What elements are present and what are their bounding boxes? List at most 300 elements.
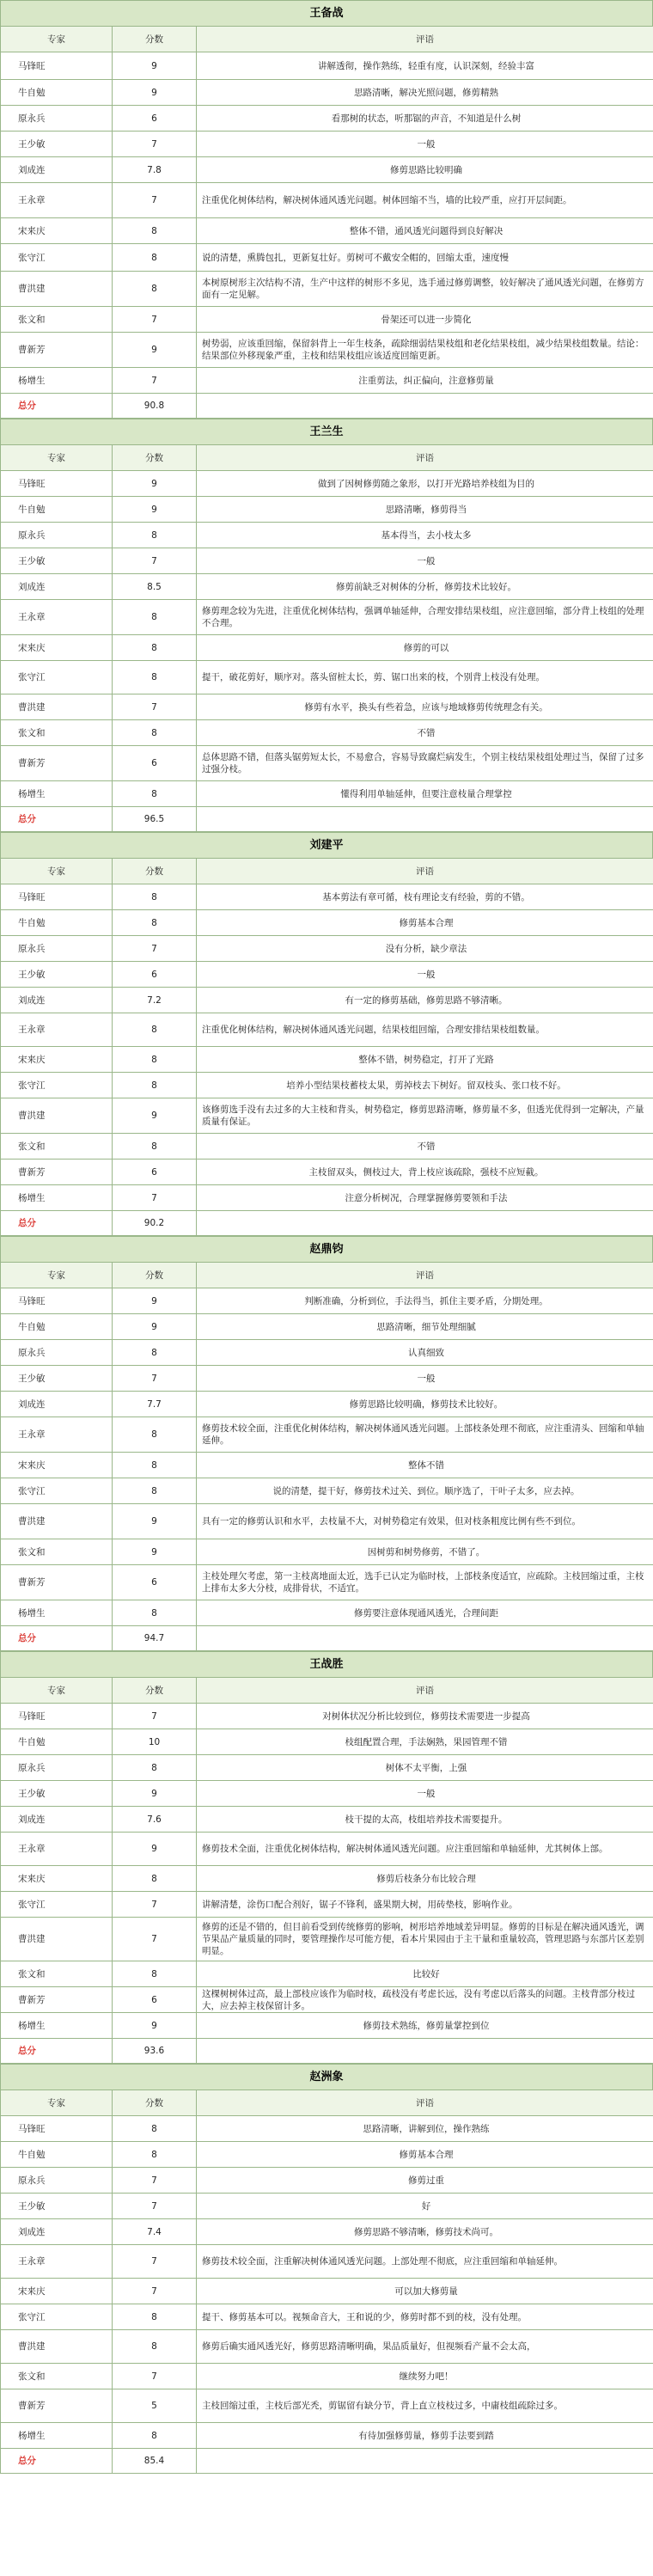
comment-text: 主枝留双头，侧枝过大，背上枝应该疏除，强枝不应短截。 (197, 1160, 653, 1185)
total-score: 94.7 (113, 1626, 197, 1651)
contestant-section (0, 1236, 653, 1651)
score-value: 6 (113, 1987, 197, 2013)
table-row (1, 1073, 653, 1098)
table-row (1, 2142, 653, 2168)
score-value: 8 (113, 910, 197, 936)
table-row (1, 2389, 653, 2423)
total-label: 总分 (1, 2449, 113, 2474)
table-row (1, 1340, 653, 1366)
expert-name: 原永兵 (1, 1755, 113, 1781)
score-value: 8 (113, 2304, 197, 2330)
table-row (1, 1866, 653, 1892)
expert-name: 曹洪建 (1, 1918, 113, 1961)
expert-name: 刘成连 (1, 1807, 113, 1833)
score-value: 8 (113, 272, 197, 307)
score-value: 7 (113, 2279, 197, 2304)
score-value: 6 (113, 1160, 197, 1185)
comment-text: 修剪后枝条分布比较合理 (197, 1866, 653, 1892)
score-value: 9 (113, 52, 197, 80)
comment-text: 基本剪法有章可循，枝有理论支有经验，剪的不错。 (197, 884, 653, 910)
expert-name: 王永章 (1, 600, 113, 635)
comment-text: 判断准确，分析到位，手法得当，抓住主要矛盾，分期处理。 (197, 1288, 653, 1314)
score-value: 8 (113, 244, 197, 272)
comment-text: 说的清楚，熏腾包扎，更新复壮好。剪树可不戴安全帽的，回缩太重，速度慢 (197, 244, 653, 272)
score-value: 7.8 (113, 157, 197, 183)
table-row (1, 548, 653, 574)
total-row (1, 2449, 653, 2474)
header-row (1, 27, 653, 52)
score-table (0, 1677, 653, 2064)
column-header-comment: 评语 (197, 1263, 653, 1288)
score-value: 7.7 (113, 1392, 197, 1417)
table-row (1, 1185, 653, 1211)
score-value: 8 (113, 884, 197, 910)
comment-text: 基本得当，去小枝太多 (197, 523, 653, 548)
expert-name: 王永章 (1, 1013, 113, 1047)
score-value: 9 (113, 1539, 197, 1565)
table-row (1, 2194, 653, 2219)
score-value: 8 (113, 523, 197, 548)
expert-name: 牛自勉 (1, 1729, 113, 1755)
comment-text: 整体不错，树势稳定，打开了光路 (197, 1047, 653, 1073)
table-row (1, 574, 653, 600)
table-row (1, 106, 653, 132)
score-value: 7 (113, 1892, 197, 1918)
expert-name: 宋来庆 (1, 1453, 113, 1478)
total-score: 85.4 (113, 2449, 197, 2474)
expert-name: 曹新芳 (1, 1160, 113, 1185)
table-row (1, 1417, 653, 1453)
comment-text: 修剪的可以 (197, 635, 653, 661)
score-value: 7.6 (113, 1807, 197, 1833)
score-value: 9 (113, 80, 197, 106)
table-row (1, 1755, 653, 1781)
score-value: 9 (113, 1833, 197, 1866)
expert-name: 曹新芳 (1, 1565, 113, 1600)
comment-text: 主枝处理欠考虑，第一主枝离地面太近，选手已认定为临时枝，上部枝条度适宜，应疏除。主枝回缩过重，主枝上排布太多大分枝，成排骨状，不适宜。 (197, 1565, 653, 1600)
score-value: 7 (113, 1366, 197, 1392)
expert-name: 张文和 (1, 1961, 113, 1987)
table-row (1, 1504, 653, 1539)
table-row (1, 2330, 653, 2364)
table-row (1, 333, 653, 368)
expert-name: 王永章 (1, 1833, 113, 1866)
table-row (1, 1539, 653, 1565)
column-header-comment: 评语 (197, 2090, 653, 2116)
table-row (1, 307, 653, 333)
comment-text: 整体不错，通风透光问题得到良好解决 (197, 218, 653, 244)
score-value: 5 (113, 2389, 197, 2423)
score-value: 8 (113, 2330, 197, 2364)
table-row (1, 600, 653, 635)
column-header-score: 分数 (113, 2090, 197, 2116)
header-row (1, 1263, 653, 1288)
comment-text: 讲解透彻，操作熟练，轻重有度，认识深刻，经验丰富 (197, 52, 653, 80)
score-value: 7 (113, 307, 197, 333)
score-value: 7 (113, 936, 197, 962)
expert-name: 牛自勉 (1, 497, 113, 523)
comment-text: 不错 (197, 1134, 653, 1160)
comment-text: 树体不太平衡，上强 (197, 1755, 653, 1781)
score-value: 8 (113, 720, 197, 746)
comment-text: 修剪技术较全面，注重解决树体通风透光问题。上部处理不彻底，应注重回缩和单轴延伸。 (197, 2245, 653, 2279)
comment-text: 有待加强修剪量，修剪手法要到踏 (197, 2423, 653, 2449)
table-row (1, 1892, 653, 1918)
table-row (1, 1478, 653, 1504)
expert-name: 曹洪建 (1, 694, 113, 720)
expert-name: 王少敏 (1, 962, 113, 988)
comment-text: 修剪技术全面，注重优化树体结构，解决树体通风透光问题。应注重回缩和单轴延伸，尤其树体上部。 (197, 1833, 653, 1866)
expert-name: 王少敏 (1, 132, 113, 157)
comment-text: 可以加大修剪量 (197, 2279, 653, 2304)
score-table (0, 26, 653, 419)
contestant-section (0, 0, 653, 419)
column-header-comment: 评语 (197, 1678, 653, 1704)
score-value: 8 (113, 1047, 197, 1073)
total-comment-blank (197, 1211, 653, 1236)
table-row (1, 218, 653, 244)
comment-text: 该修剪选手没有去过多的大主枝和背头，树势稳定，修剪思路清晰，修剪量不多，但透光优得到一定解决，产量质量有保证。 (197, 1098, 653, 1134)
comment-text: 修剪基本合理 (197, 910, 653, 936)
column-header-comment: 评语 (197, 445, 653, 471)
expert-name: 刘成连 (1, 574, 113, 600)
contestant-section (0, 832, 653, 1236)
table-row (1, 1729, 653, 1755)
total-score: 90.8 (113, 394, 197, 419)
total-label: 总分 (1, 2039, 113, 2064)
table-row (1, 1807, 653, 1833)
comment-text: 一般 (197, 1781, 653, 1807)
comment-text: 说的清楚，提干好，修剪技术过关、到位。顺序选了，干叶子太多，应去掉。 (197, 1478, 653, 1504)
column-header-expert: 专家 (1, 1263, 113, 1288)
expert-name: 牛自勉 (1, 2142, 113, 2168)
score-value: 7 (113, 183, 197, 218)
expert-name: 曹新芳 (1, 333, 113, 368)
table-row (1, 80, 653, 106)
comment-text: 思路清晰，细节处理细腻 (197, 1314, 653, 1340)
table-row (1, 183, 653, 218)
expert-name: 马锋旺 (1, 52, 113, 80)
expert-name: 曹洪建 (1, 272, 113, 307)
comment-text: 不错 (197, 720, 653, 746)
comment-text: 思路清晰，解决光照问题，修剪精熟 (197, 80, 653, 106)
total-comment-blank (197, 394, 653, 419)
expert-name: 杨增生 (1, 781, 113, 807)
score-value: 8 (113, 661, 197, 694)
score-table (0, 444, 653, 832)
expert-name: 张文和 (1, 2364, 113, 2389)
comment-text: 这棵树树体过高，最上部枝应该作为临时枝，疏枝没有考虑长远，没有考虑以后落头的问题。主枝背部分枝过大，应去掉主枝保留计多。 (197, 1987, 653, 2013)
score-value: 8 (113, 1417, 197, 1453)
expert-name: 原永兵 (1, 936, 113, 962)
score-value: 8.5 (113, 574, 197, 600)
table-row (1, 272, 653, 307)
table-row (1, 746, 653, 781)
column-header-score: 分数 (113, 27, 197, 52)
table-row (1, 1160, 653, 1185)
score-value: 7.4 (113, 2219, 197, 2245)
expert-name: 张守江 (1, 1478, 113, 1504)
table-row (1, 1134, 653, 1160)
comment-text: 提干、修剪基本可以。视频命音大，王和说的少，修剪时都不到的枝，没有处理。 (197, 2304, 653, 2330)
score-value: 7 (113, 2245, 197, 2279)
score-value: 8 (113, 635, 197, 661)
header-row (1, 2090, 653, 2116)
comment-text: 对树体状况分析比较到位，修剪技术需要进一步提高 (197, 1704, 653, 1729)
comment-text: 修剪技术熟练，修剪量掌控到位 (197, 2013, 653, 2039)
table-row (1, 1781, 653, 1807)
comment-text: 修剪有水平，换头有些着急，应该与地域修剪传统理念有关。 (197, 694, 653, 720)
expert-name: 杨增生 (1, 1185, 113, 1211)
comment-text: 做到了因树修剪随之象形，以打开光路培养枝组为目的 (197, 471, 653, 497)
comment-text: 注重剪法，纠正偏向，注意修剪量 (197, 368, 653, 394)
comment-text: 懂得利用单轴延伸，但要注意枝量合理掌控 (197, 781, 653, 807)
score-value: 8 (113, 781, 197, 807)
score-value: 6 (113, 746, 197, 781)
score-value: 9 (113, 1314, 197, 1340)
score-value: 7 (113, 2364, 197, 2389)
score-value: 8 (113, 600, 197, 635)
expert-name: 牛自勉 (1, 910, 113, 936)
comment-text: 修剪的还是不错的，但目前看受到传统修剪的影响，树形培养地域差异明显。修剪的目标是在解决通风透光，调节果品产量质量的同时，要管理操作尽可能方便，看本片果园由于主干量和重量较高，管理思路与东部片区差别明显。 (197, 1918, 653, 1961)
score-value: 8 (113, 1340, 197, 1366)
score-value: 6 (113, 962, 197, 988)
score-value: 8 (113, 1478, 197, 1504)
expert-name: 张守江 (1, 1073, 113, 1098)
table-row (1, 1047, 653, 1073)
score-value: 10 (113, 1729, 197, 1755)
score-value: 9 (113, 1504, 197, 1539)
comment-text: 一般 (197, 132, 653, 157)
score-value: 9 (113, 1288, 197, 1314)
total-label: 总分 (1, 394, 113, 419)
table-row (1, 471, 653, 497)
column-header-expert: 专家 (1, 1678, 113, 1704)
table-row (1, 2304, 653, 2330)
expert-name: 张守江 (1, 244, 113, 272)
expert-name: 原永兵 (1, 106, 113, 132)
expert-name: 杨增生 (1, 368, 113, 394)
expert-name: 刘成连 (1, 1392, 113, 1417)
expert-name: 刘成连 (1, 2219, 113, 2245)
expert-name: 刘成连 (1, 157, 113, 183)
contestant-name: 王战胜 (0, 1651, 653, 1677)
table-row (1, 910, 653, 936)
expert-name: 原永兵 (1, 523, 113, 548)
score-value: 9 (113, 497, 197, 523)
column-header-score: 分数 (113, 1263, 197, 1288)
total-score: 93.6 (113, 2039, 197, 2064)
expert-name: 宋来庆 (1, 635, 113, 661)
expert-name: 张文和 (1, 1539, 113, 1565)
expert-name: 马锋旺 (1, 2116, 113, 2142)
table-row (1, 1453, 653, 1478)
comment-text: 修剪要注意体现通风透光，合理间距 (197, 1600, 653, 1626)
comment-text: 修剪理念较为先进，注重优化树体结构，强调单轴延伸，合理安排结果枝组，应注意回缩，部分背上枝组的处理不合理。 (197, 600, 653, 635)
table-row (1, 2219, 653, 2245)
table-row (1, 1366, 653, 1392)
table-row (1, 157, 653, 183)
expert-name: 王少敏 (1, 1781, 113, 1807)
header-row (1, 859, 653, 884)
comment-text: 修剪思路不够清晰，修剪技术尚可。 (197, 2219, 653, 2245)
total-row (1, 1626, 653, 1651)
expert-name: 牛自勉 (1, 80, 113, 106)
comment-text: 一般 (197, 962, 653, 988)
table-row (1, 720, 653, 746)
comment-text: 修剪思路比较明确，修剪技术比较好。 (197, 1392, 653, 1417)
score-value: 8 (113, 218, 197, 244)
column-header-comment: 评语 (197, 859, 653, 884)
table-row (1, 1600, 653, 1626)
expert-name: 张文和 (1, 1134, 113, 1160)
comment-text: 总体思路不错，但落头锯剪短太长，不易愈合，容易导致腐烂病发生，个别主枝结果枝组处理过当，保留了过多过强分枝。 (197, 746, 653, 781)
score-value: 9 (113, 333, 197, 368)
total-row (1, 1211, 653, 1236)
expert-name: 宋来庆 (1, 2279, 113, 2304)
table-row (1, 1833, 653, 1866)
comment-text: 注意分析树况，合理掌握修剪要领和手法 (197, 1185, 653, 1211)
comment-text: 修剪过重 (197, 2168, 653, 2194)
column-header-expert: 专家 (1, 859, 113, 884)
expert-name: 马锋旺 (1, 884, 113, 910)
comment-text: 好 (197, 2194, 653, 2219)
table-row (1, 988, 653, 1013)
score-value: 8 (113, 1134, 197, 1160)
table-row (1, 52, 653, 80)
comment-text: 思路清晰，修剪得当 (197, 497, 653, 523)
expert-name: 曹新芳 (1, 2389, 113, 2423)
total-comment-blank (197, 2039, 653, 2064)
comment-text: 主枝回缩过重，主枝后部光秃，剪锯留有缺分节，背上直立枝枝过多，中庸枝组疏除过多。 (197, 2389, 653, 2423)
score-value: 9 (113, 471, 197, 497)
header-row (1, 445, 653, 471)
column-header-expert: 专家 (1, 2090, 113, 2116)
comment-text: 一般 (197, 1366, 653, 1392)
expert-name: 王少敏 (1, 2194, 113, 2219)
comment-text: 修剪前缺乏对树体的分析，修剪技术比较好。 (197, 574, 653, 600)
total-comment-blank (197, 2449, 653, 2474)
expert-name: 曹洪建 (1, 1504, 113, 1539)
score-value: 7 (113, 1918, 197, 1961)
comment-text: 比较好 (197, 1961, 653, 1987)
table-row (1, 368, 653, 394)
score-value: 7 (113, 694, 197, 720)
table-row (1, 936, 653, 962)
table-row (1, 1392, 653, 1417)
contestant-name: 王备战 (0, 0, 653, 26)
table-row (1, 2116, 653, 2142)
contestant-section (0, 419, 653, 832)
table-row (1, 1987, 653, 2013)
table-row (1, 2168, 653, 2194)
table-row (1, 1314, 653, 1340)
score-value: 8 (113, 2116, 197, 2142)
comment-text: 注重优化树体结构，解决树体通风透光问题，结果枝组回缩，合理安排结果枝组数量。 (197, 1013, 653, 1047)
table-row (1, 244, 653, 272)
table-row (1, 635, 653, 661)
expert-name: 曹洪建 (1, 2330, 113, 2364)
table-row (1, 962, 653, 988)
comment-text: 没有分析，缺少章法 (197, 936, 653, 962)
score-value: 7 (113, 132, 197, 157)
expert-name: 王少敏 (1, 1366, 113, 1392)
comment-text: 讲解清楚，涂伤口配合剂好，锯子不锋利，盛果期大树，用砖垫枝，影响作业。 (197, 1892, 653, 1918)
score-value: 6 (113, 1565, 197, 1600)
contestant-name: 王兰生 (0, 419, 653, 444)
total-label: 总分 (1, 1211, 113, 1236)
score-value: 7 (113, 1185, 197, 1211)
comment-text: 具有一定的修剪认识和水平，去枝量不大，对树势稳定有效果，但对枝条粗度比例有些不到位。 (197, 1504, 653, 1539)
table-row (1, 2279, 653, 2304)
column-header-score: 分数 (113, 445, 197, 471)
comment-text: 培养小型结果枝蓄枝太果，剪掉枝去下树好。留双枝头、张口枝不好。 (197, 1073, 653, 1098)
comment-text: 本树原树形主次结构不清，生产中这样的树形不多见，选手通过修剪调整，较好解决了通风透光问题，在修剪方面有一定见解。 (197, 272, 653, 307)
expert-name: 张文和 (1, 307, 113, 333)
expert-name: 曹新芳 (1, 746, 113, 781)
expert-name: 杨增生 (1, 2013, 113, 2039)
total-row (1, 2039, 653, 2064)
total-row (1, 394, 653, 419)
column-header-score: 分数 (113, 859, 197, 884)
table-row (1, 2245, 653, 2279)
expert-name: 宋来庆 (1, 218, 113, 244)
expert-name: 牛自勉 (1, 1314, 113, 1340)
expert-name: 原永兵 (1, 1340, 113, 1366)
comment-text: 修剪技术较全面，注重优化树体结构，解决树体通风透光问题。上部枝条处理不彻底，应注重清头、回缩和单轴延伸。 (197, 1417, 653, 1453)
expert-name: 王少敏 (1, 548, 113, 574)
comment-text: 修剪后确实通风透光好，修剪思路清晰明确，果品质量好，但视频看产量不会太高， (197, 2330, 653, 2364)
expert-name: 曹新芳 (1, 1987, 113, 2013)
table-row (1, 1961, 653, 1987)
total-comment-blank (197, 807, 653, 832)
score-value: 8 (113, 1453, 197, 1478)
score-value: 9 (113, 2013, 197, 2039)
score-value: 9 (113, 1781, 197, 1807)
score-value: 8 (113, 1866, 197, 1892)
score-value: 8 (113, 1755, 197, 1781)
expert-name: 张文和 (1, 720, 113, 746)
score-value: 8 (113, 2423, 197, 2449)
comment-text: 修剪基本合理 (197, 2142, 653, 2168)
score-value: 7.2 (113, 988, 197, 1013)
expert-name: 张守江 (1, 1892, 113, 1918)
expert-name: 王永章 (1, 183, 113, 218)
expert-name: 王永章 (1, 1417, 113, 1453)
comment-text: 树势弱，应该重回缩，保留斜背上一年生枝条，疏除细弱结果枝组和老化结果枝组，减少结果枝组数量。结论：结果部位外移现象严重，主枝和结果枝组应该适度回缩更新。 (197, 333, 653, 368)
comment-text: 枝组配置合理，手法娴熟，果园管理不错 (197, 1729, 653, 1755)
table-row (1, 523, 653, 548)
contestant-section (0, 2064, 653, 2474)
score-value: 7 (113, 2168, 197, 2194)
table-row (1, 694, 653, 720)
total-score: 90.2 (113, 1211, 197, 1236)
table-row (1, 1288, 653, 1314)
table-row (1, 132, 653, 157)
comment-text: 一般 (197, 548, 653, 574)
comment-text: 看那树的状态，听那锯的声音，不知道是什么树 (197, 106, 653, 132)
comment-text: 因树剪和树势修剪，不错了。 (197, 1539, 653, 1565)
table-row (1, 497, 653, 523)
comment-text: 认真细致 (197, 1340, 653, 1366)
score-value: 7 (113, 548, 197, 574)
score-value: 8 (113, 1073, 197, 1098)
expert-name: 张守江 (1, 2304, 113, 2330)
header-row (1, 1678, 653, 1704)
contestant-section (0, 1651, 653, 2064)
table-row (1, 884, 653, 910)
score-table (0, 858, 653, 1236)
